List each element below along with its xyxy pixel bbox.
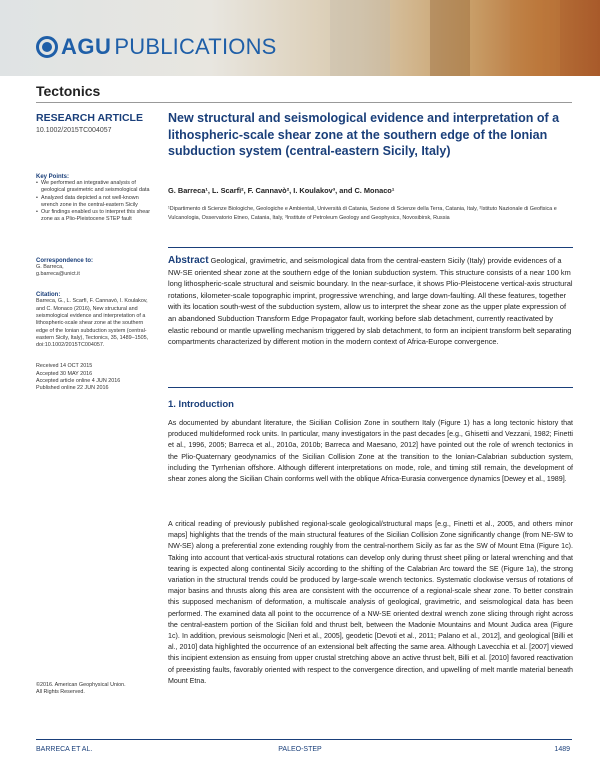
citation-heading: Citation: — [36, 292, 61, 299]
footer-running-title: PALEO-STEP — [278, 746, 322, 753]
divider — [168, 387, 573, 388]
key-point: • Analyzed data depicted a not well-known wrench zone in the central-eastern Sicily — [36, 195, 154, 210]
date-published: Published online 22 JUN 2016 — [36, 385, 109, 392]
doi-link[interactable]: 10.1002/2015TC004057 — [36, 127, 112, 134]
journal-name: Tectonics — [36, 83, 101, 99]
journal-banner — [0, 0, 600, 76]
section-heading: 1. Introduction — [168, 399, 234, 410]
banner-texture — [330, 0, 390, 76]
divider — [36, 739, 572, 740]
key-point: • We performed an integrative analysis of geological gravimetric and seismological data — [36, 180, 154, 195]
divider — [168, 247, 573, 248]
date-received: Received 14 OCT 2015 — [36, 363, 93, 370]
copyright-notice — [36, 682, 154, 697]
logo-brand-suffix: PUBLICATIONS — [114, 34, 277, 59]
banner-texture — [430, 0, 470, 76]
date-accepted: Accepted 30 MAY 2016 — [36, 370, 93, 377]
article-dates — [36, 363, 154, 392]
correspondence-name: G. Barreca, — [36, 263, 64, 270]
copyright-line: ©2016. American Geophysical Union. — [36, 682, 126, 688]
page-number: 1489 — [554, 746, 570, 753]
abstract-text: Geological, gravimetric, and seismological data from the central-eastern Sicily (Italy) provide evidences of a NW-SE oriented shear zone at the southern edge of the Ionian subduction system. This structure consists of a near 100 km long lithospheric-scale structural and seismic boundary. In the near-surface, it shows Plio-Pleistocene vertical-axis structural rotations, kilometer-scale topographic imprint, progressive wrenching, and large down-faulting. All these features, together with its location south-west of the subduction system, allow us to interpret the shear zone as the upper plate expression of an abandoned Subduction Transform Edge Propagator fault, working before slab detachment, currently reactivated by elastic rebound or mantle upwelling mechanism triggered by slab detachment, to form an incipient transform belt separating compartments characterized by different motion in the modern context of Africa-Europe convergence. — [168, 256, 573, 347]
article-type: RESEARCH ARTICLE — [36, 112, 143, 124]
body-paragraph: A critical reading of previously published regional-scale geological/structural maps [e.g., Finetti et al., 2005, and others minor maps] highlights that the trends of the main structural features of the Sicilian Collision Zone significantly change (from NE-SW to NW-SE) along a preferential zone extending roughly from the central-northern Sicily as far as the SW of Mount Etna (Figure 1c). Taking into account that vertical-axis structural rotations can develop only during thrust sheet piling or lateral wrenching and that tearing is expected along continental Sicily according to the shifting of the Calabrian Arc toward the SE (Figure 1a), the strong variation in the structural trends could be produced by large-scale wrench tectonics. Systematic clockwise versus of rotations of major basins and thrusts along this area are consistent with the occurrence of a regional-scale shear zone. To better constrain this supposed mechanism of deformation, a multiscale analysis of geological, gravimetric, and seismological data has been performed. The examined data all point to the occurrence of a NW-SE oriented dextral wrench zone slicing through right across the central-eastern portion of the Sicilian fold and thrust belt, between the Madonie Mountains and Mount Judica area (Figure 1c). In addition, previous seismologic [Neri et al., 2005], geodetic [Devoti et al., 2011; Palano et al., 2012], and geological [Billi et al., 2010] data highlighted the occurrence of an extensional belt affecting the same area. Although Lavecchia et al. [2007] viewed this incipient extension as ensuing from upper crustal stretching above an active thrust belt, Billi et al. [2010] favored reactivation of preexisting faults, favorably oriented with respect to the convergence direction, and upwelling of melt mantle material beneath Mount Etna. — [168, 520, 573, 685]
divider — [36, 102, 572, 103]
sidebar — [36, 112, 154, 393]
correspondence-heading: Correspondence to: — [36, 257, 94, 264]
author-list: G. Barreca¹, L. Scarfì², F. Cannavò², I. Koulakov³, and C. Monaco¹ — [168, 186, 395, 195]
affiliations: ¹Dipartimento di Scienze Biologiche, Geologiche e Ambientali, Università di Catania, Sezione di Scienze della Terra, Catania, Italy, ²Istituto Nazionale di Geofisica e Vulcanologia, Osservatorio Etneo, Catania, Italy, ³Institute of Petroleum Geology and Geophysics, Novosibirsk, Russia — [168, 206, 557, 221]
key-points-list — [36, 180, 154, 224]
citation-text: Barreca, G., L. Scarfì, F. Cannavò, I. Koulakov, and C. Monaco (2016), New structural and seismological evidence and interpretation of a lithospheric-scale shear zone at the southern edge of the Ionian subduction system (central-eastern Sicily, Italy), Tectonics, 35, 1489–1505, doi:10.1002/2015TC004057. — [36, 298, 149, 349]
article-title: New structural and seismological evidence and interpretation of a lithospheric-scale shear zone at the southern edge of the Ionian subduction system (central-eastern Sicily, Italy) — [168, 111, 560, 158]
date-accepted-online: Accepted article online 4 JUN 2016 — [36, 378, 121, 385]
body-paragraph: As documented by abundant literature, the Sicilian Collision Zone in southern Italy (Figure 1) has a long tectonic history that produced multideformed rock units. In particular, many investigators in the past decades [e.g., Ghisetti and Vezzani, 1982; Finetti et al., 1996, 2005; Barreca et al., 2010a, 2010b; Barreca and Maesano, 2012] have pointed out the role of wrench tectonics in the Plio-Quaternary geodynamics of the Sicilian Collision Zone at the transition to the Ionian-Calabrian subduction system, including the Tyrrhenian offshore. Although different interpretations on mode, role, and timing still remain, the development of shear zones along the Sicilian Chain conforms well with the oblique Africa-Eurasia convergence dynamics [Dewey et al., 1989]. — [168, 419, 573, 484]
banner-texture — [510, 0, 560, 76]
abstract — [168, 255, 573, 348]
correspondence-email[interactable]: g.barreca@unict.it — [36, 271, 80, 278]
agu-globe-icon — [36, 36, 58, 58]
logo-brand: AGU — [61, 34, 112, 59]
key-points-heading: Key Points: — [36, 174, 70, 180]
key-point: • Our findings enabled us to interpret this shear zone as a Plio-Pleistocene STEP fault — [36, 209, 154, 224]
footer-authors: BARRECA ET AL. — [36, 746, 93, 753]
agu-logo[interactable] — [36, 34, 277, 60]
copyright-line: All Rights Reserved. — [36, 689, 85, 696]
abstract-heading: Abstract — [168, 255, 209, 266]
